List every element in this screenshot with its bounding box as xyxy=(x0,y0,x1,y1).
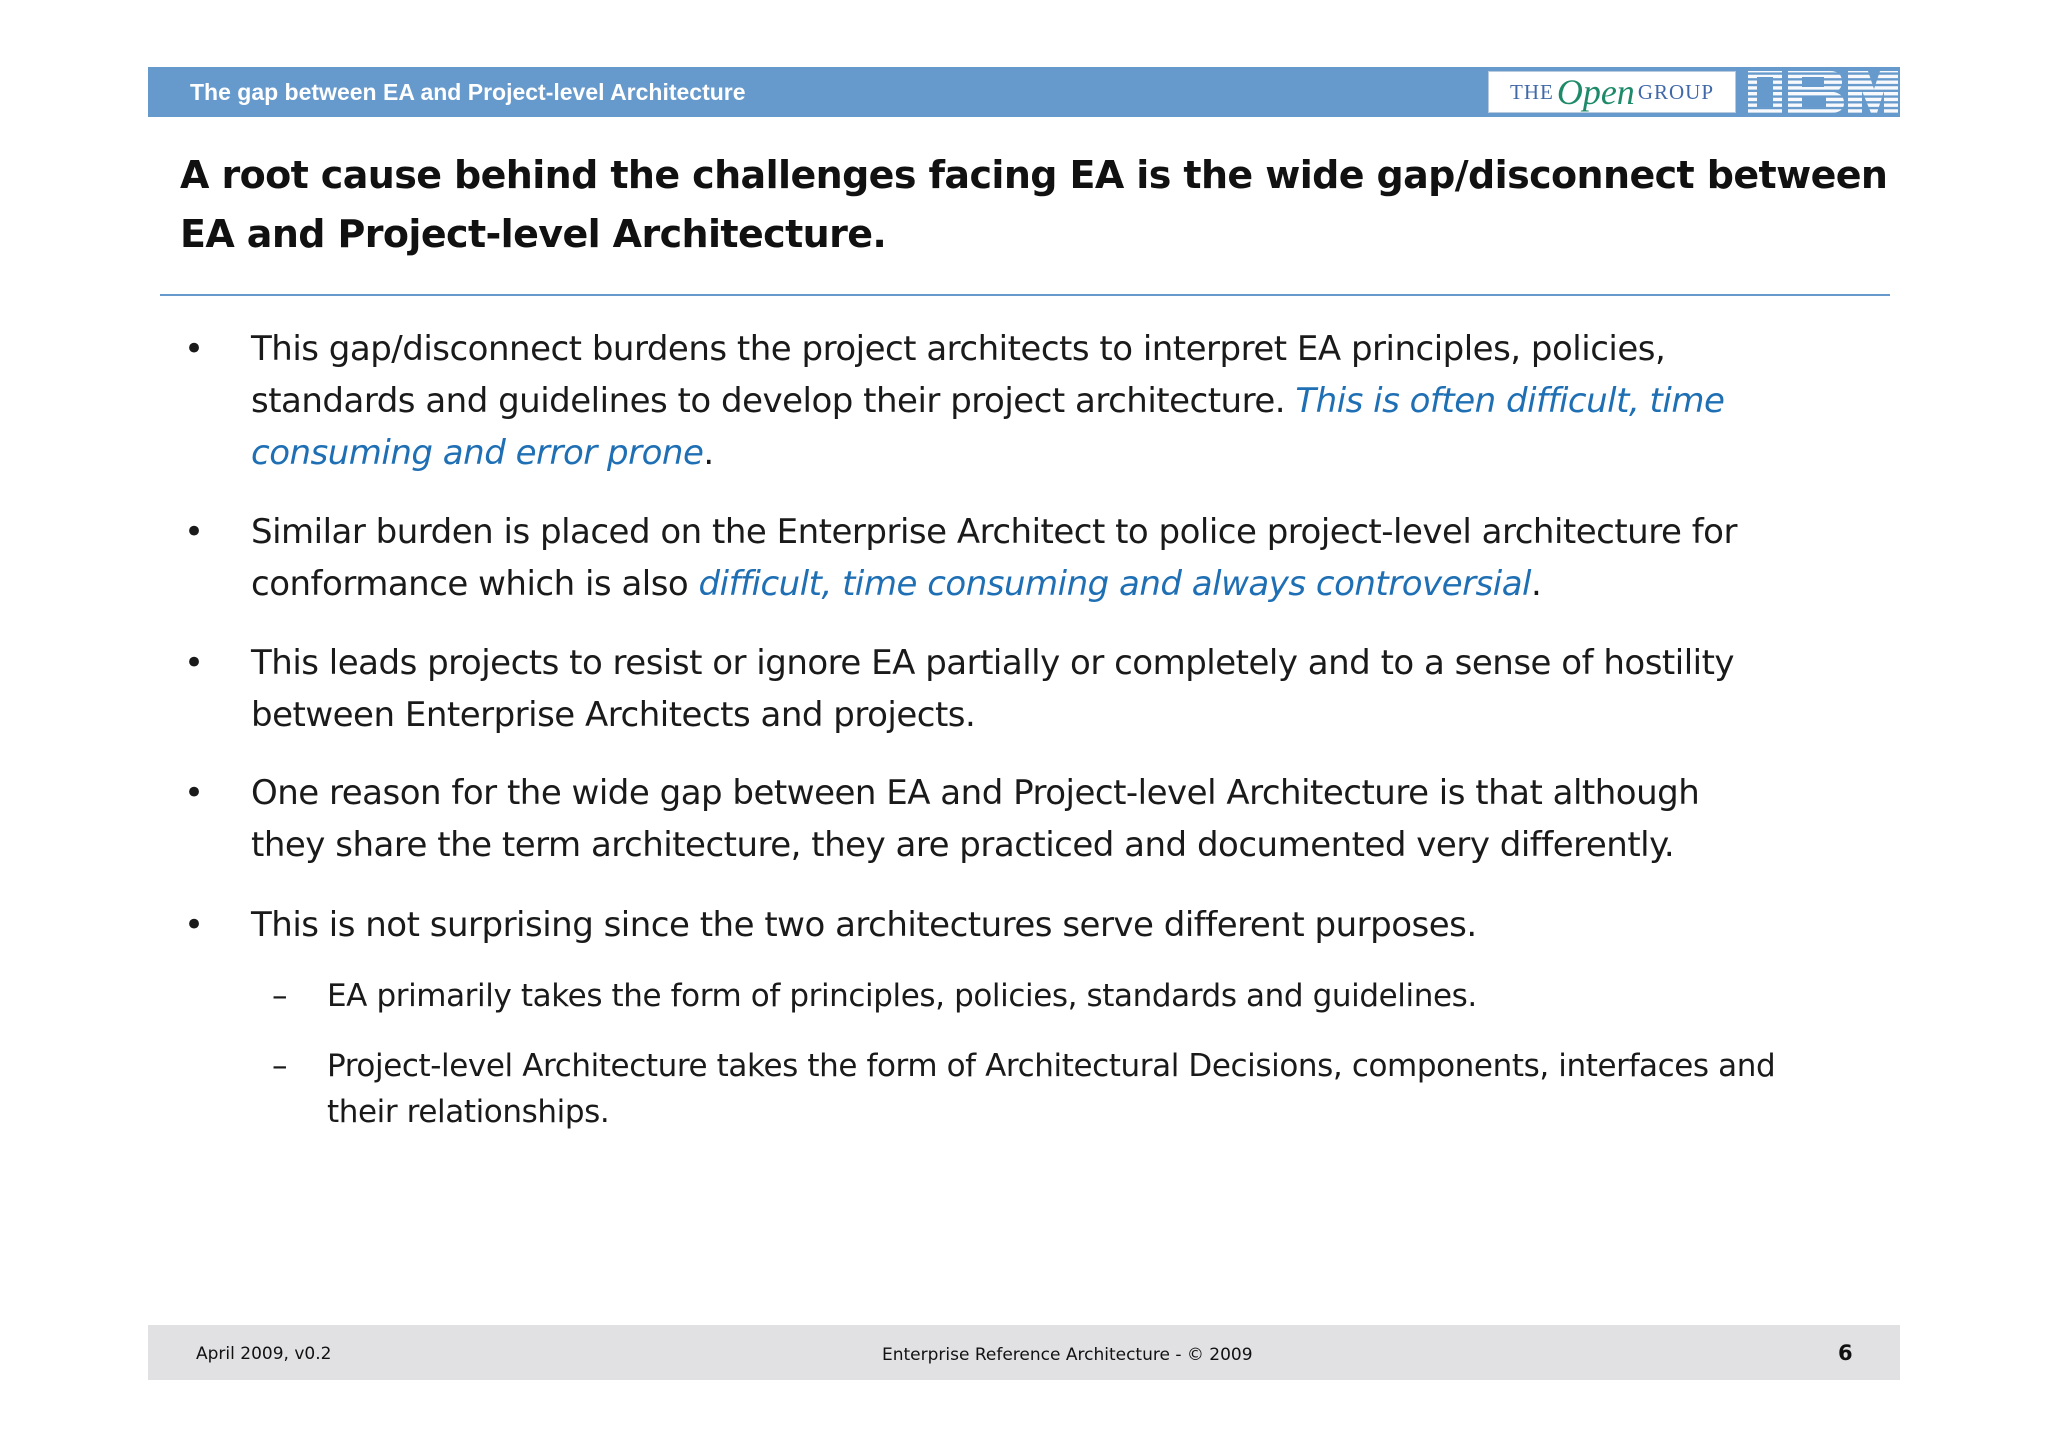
ibm-logo xyxy=(1746,69,1900,115)
bullet-text: One reason for the wide gap between EA and Project-level Architecture is that although they share the term architecture, they are practiced and documented very differently. xyxy=(251,773,1700,865)
slide-title-line-1: A root cause behind the challenges facing EA is the wide gap/disconnect between xyxy=(180,153,1888,197)
bullet-glyph: • xyxy=(184,643,204,683)
bullet-glyph: • xyxy=(184,773,204,813)
title-divider xyxy=(160,294,1890,296)
header-title: The gap between EA and Project-level Architecture xyxy=(190,79,746,105)
slide-title xyxy=(180,146,1900,264)
bullet-glyph: • xyxy=(184,329,204,369)
footer-copyright: Enterprise Reference Architecture - © 2009 xyxy=(882,1345,1253,1365)
sub-bullet-glyph: – xyxy=(272,1048,288,1084)
sub-bullet-text: EA primarily takes the form of principles, policies, standards and guidelines. xyxy=(327,978,1477,1014)
bullet-text: Similar burden is placed on the Enterprise Architect to police project-level architecture for conformance which is also difficult, time consuming and always controversial. xyxy=(251,512,1737,604)
bullet-glyph: • xyxy=(184,512,204,552)
header-bar xyxy=(148,67,1900,117)
slide-title-line-2: EA and Project-level Architecture. xyxy=(180,212,887,256)
bullet-text: This leads projects to resist or ignore EA partially or completely and to a sense of hostility between Enterprise Architects and projects. xyxy=(251,643,1735,735)
bullet-text: This gap/disconnect burdens the project architects to interpret EA principles, policies, standards and guidelines to develop their project architecture. This is often difficult, time consuming and error prone. xyxy=(251,329,1725,473)
sub-bullet-text: Project-level Architecture takes the form of Architectural Decisions, components, interfaces and their relationships. xyxy=(327,1048,1776,1130)
open-group-logo: THE Open GROUP xyxy=(1488,71,1736,113)
footer-date-version: April 2009, v0.2 xyxy=(196,1344,332,1364)
emphasis-text: This is often difficult, time xyxy=(1295,381,1725,421)
page-number: 6 xyxy=(1838,1341,1853,1365)
emphasis-text: difficult, time consuming and always controversial xyxy=(698,564,1531,604)
emphasis-text: consuming and error prone xyxy=(251,433,704,473)
bullet-text: This is not surprising since the two architectures serve different purposes. xyxy=(251,905,1477,945)
bullet-glyph: • xyxy=(184,905,204,945)
footer-bar xyxy=(148,1325,1900,1380)
sub-bullet-glyph: – xyxy=(272,978,288,1014)
